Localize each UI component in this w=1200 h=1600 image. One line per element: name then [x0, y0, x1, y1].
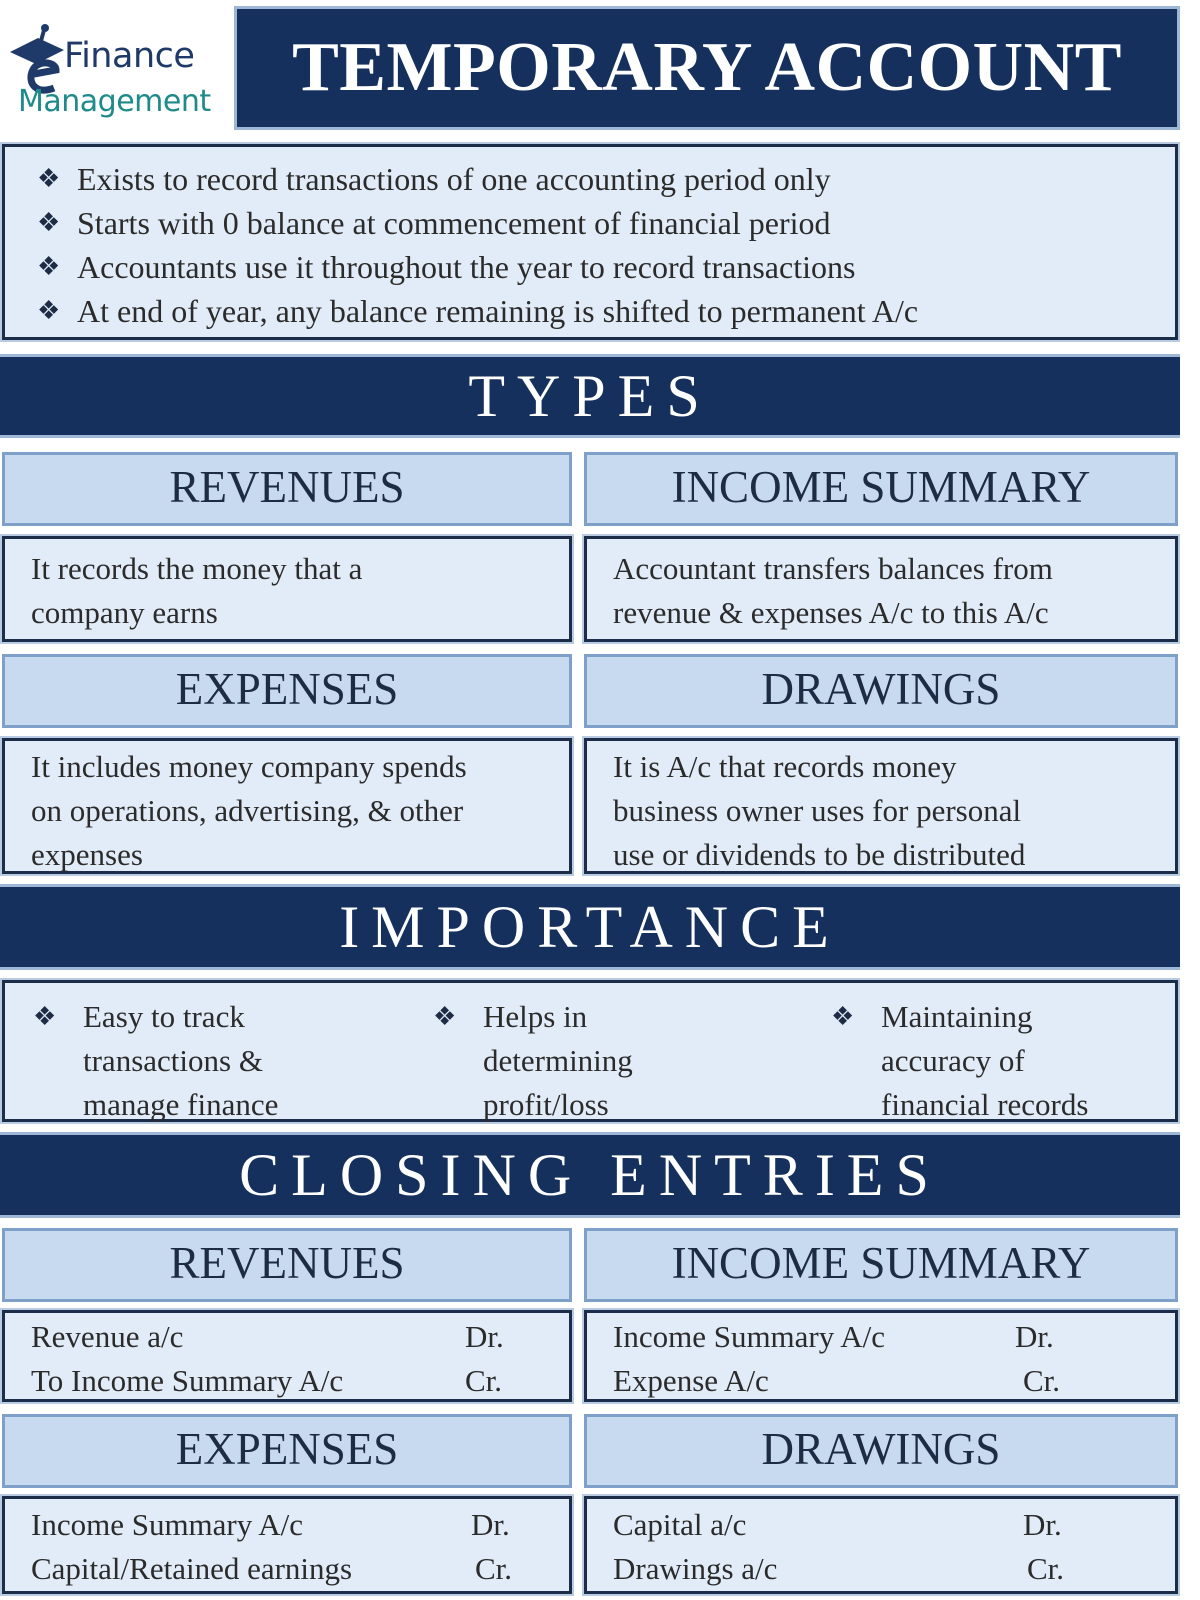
types-revenues-desc: It records the money that a company earns	[2, 536, 572, 642]
closing-revenues-title: REVENUES	[2, 1228, 572, 1302]
types-income-summary-desc: Accountant transfers balances from revenue & expenses A/c to this A/c	[584, 536, 1178, 642]
closing-drawings-title: DRAWINGS	[584, 1414, 1178, 1488]
types-heading: TYPES	[0, 354, 1180, 438]
closing-entries-heading: CLOSING ENTRIES	[0, 1132, 1180, 1218]
list-item: ❖ At end of year, any balance remaining is shifted to permanent A/c	[29, 289, 1175, 333]
list-item: ❖ Exists to record transactions of one accounting period only	[29, 157, 1175, 201]
closing-expenses-entry: Income Summary A/c Dr. Capital/Retained earnings Cr.	[2, 1496, 572, 1594]
importance-heading: IMPORTANCE	[0, 884, 1180, 970]
types-income-summary-title: INCOME SUMMARY	[584, 452, 1178, 526]
types-expenses-desc: It includes money company spends on operations, advertising, & other expenses	[2, 738, 572, 874]
logo	[0, 8, 232, 130]
diamond-bullet-icon: ❖	[33, 1002, 57, 1031]
closing-income-summary-title: INCOME SUMMARY	[584, 1228, 1178, 1302]
types-expenses-title: EXPENSES	[2, 654, 572, 728]
diamond-bullet-icon: ❖	[37, 208, 61, 237]
importance-box: ❖ Easy to track transactions & manage finance ❖ Helps in determining profit/loss ❖ Maintaining accuracy of financial records	[2, 980, 1178, 1122]
logo-text-management: Management	[18, 84, 211, 119]
diamond-bullet-icon: ❖	[37, 164, 61, 193]
closing-drawings-entry: Capital a/c Dr. Drawings a/c Cr.	[584, 1496, 1178, 1594]
types-drawings-title: DRAWINGS	[584, 654, 1178, 728]
diamond-bullet-icon: ❖	[433, 1002, 457, 1031]
intro-list	[29, 157, 1175, 333]
types-revenues-title: REVENUES	[2, 452, 572, 526]
list-item: ❖ Starts with 0 balance at commencement of financial period	[29, 201, 1175, 245]
diamond-bullet-icon: ❖	[37, 296, 61, 325]
page-title: TEMPORARY ACCOUNT	[234, 6, 1180, 130]
diamond-bullet-icon: ❖	[831, 1002, 855, 1031]
closing-income-summary-entry: Income Summary A/c Dr. Expense A/c Cr.	[584, 1310, 1178, 1402]
logo-text-finance: Finance	[64, 36, 195, 76]
types-drawings-desc: It is A/c that records money business owner uses for personal use or dividends to be distributed	[584, 738, 1178, 874]
closing-revenues-entry: Revenue a/c Dr. To Income Summary A/c Cr.	[2, 1310, 572, 1402]
diamond-bullet-icon: ❖	[37, 252, 61, 281]
intro-box	[2, 144, 1178, 340]
closing-expenses-title: EXPENSES	[2, 1414, 572, 1488]
list-item: ❖ Accountants use it throughout the year to record transactions	[29, 245, 1175, 289]
